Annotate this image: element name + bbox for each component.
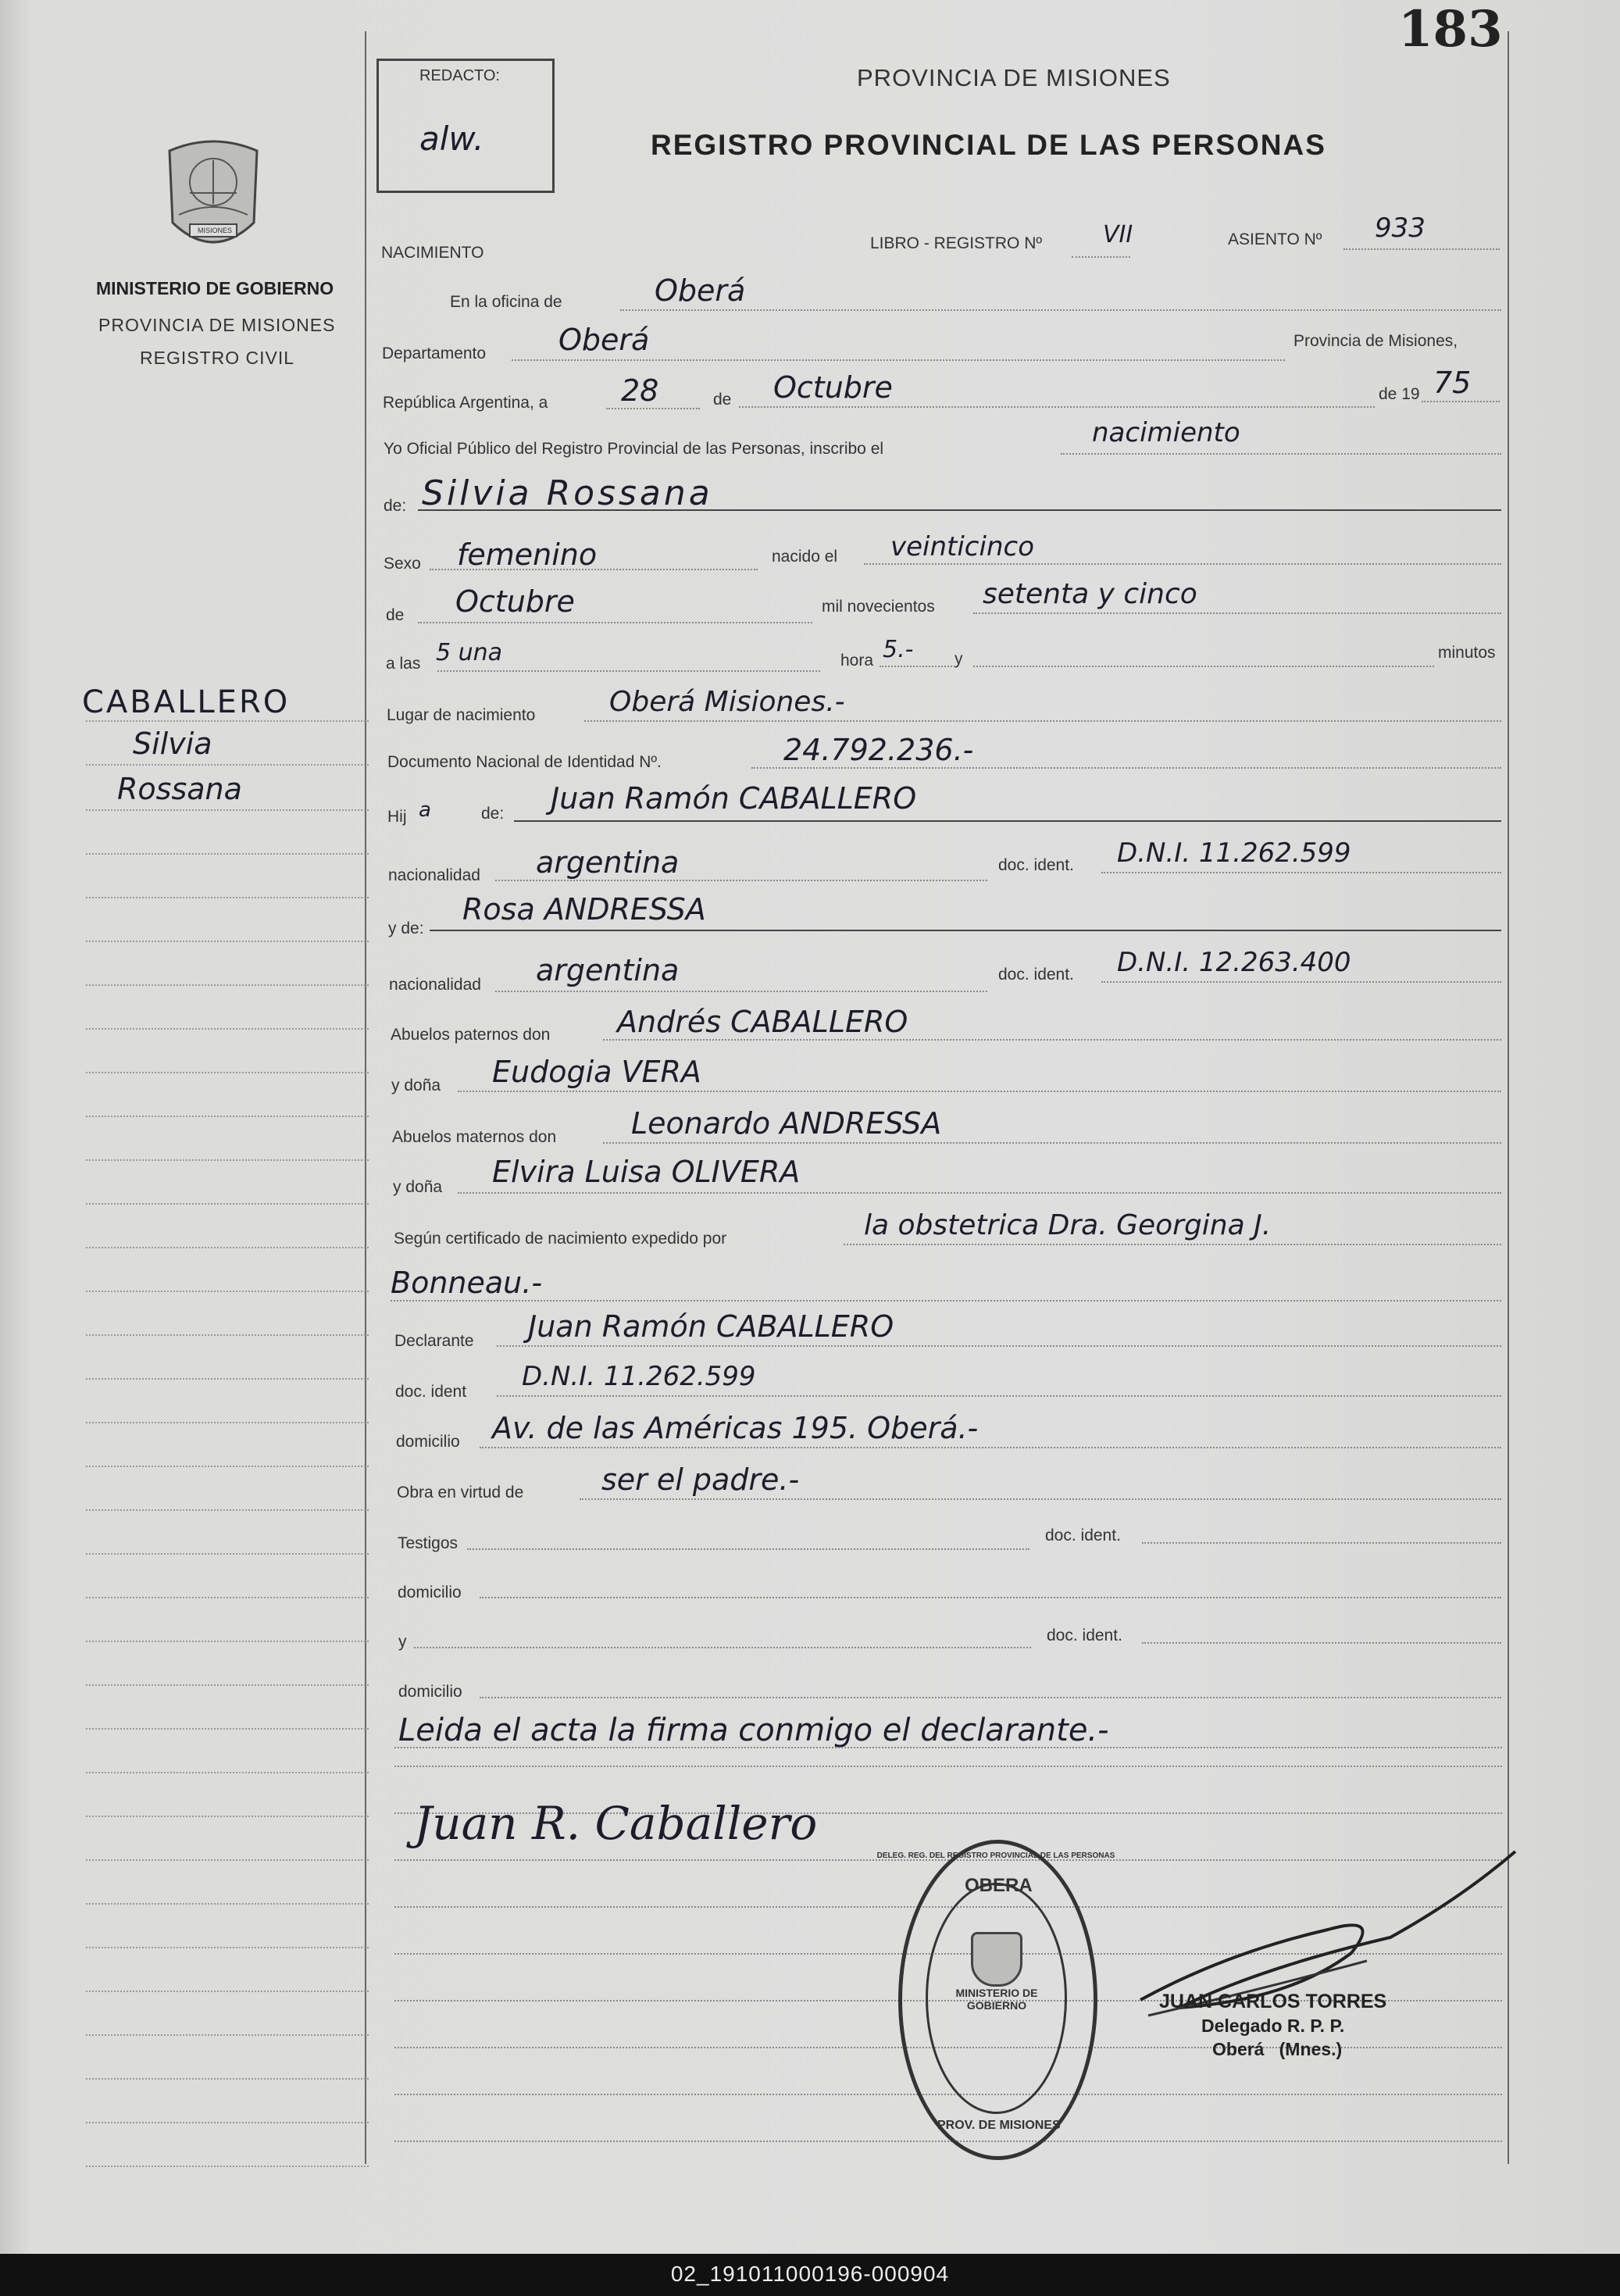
- hija-label: Hij: [387, 808, 407, 826]
- nacimiento-label: NACIMIENTO: [381, 244, 484, 262]
- ministry-line2: PROVINCIA DE MISIONES: [98, 315, 336, 335]
- abuelo-materno-value: Leonardo ANDRESSA: [631, 1106, 942, 1141]
- declarante-doc-label: doc. ident: [395, 1383, 467, 1401]
- declarant-signature: Juan R. Caballero: [414, 1797, 818, 1850]
- nombre-value: Silvia Rossana: [422, 473, 713, 513]
- oficial-value: nacimiento: [1092, 417, 1240, 448]
- declarante-label: Declarante: [394, 1332, 474, 1350]
- abuelos-paternos-label: Abuelos paternos don: [391, 1026, 551, 1044]
- doc-ident-madre-label: doc. ident.: [998, 966, 1074, 984]
- obra-value: ser el padre.-: [601, 1462, 800, 1497]
- y-label: y: [955, 650, 963, 668]
- anio-label: de 19: [1379, 385, 1420, 403]
- certificado-label: Según certificado de nacimiento expedido por: [394, 1230, 727, 1248]
- asiento-label: ASIENTO Nº: [1228, 230, 1322, 248]
- coat-of-arms-icon: [162, 137, 265, 254]
- abuelo-paterno-value: Andrés CABALLERO: [617, 1005, 908, 1039]
- domicilio-label: domicilio: [396, 1433, 460, 1451]
- departamento-value: Oberá: [558, 323, 650, 357]
- lugar-value: Oberá Misiones.-: [609, 686, 845, 718]
- declarante-value: Juan Ramón CABALLERO: [528, 1309, 894, 1344]
- mes-value: Octubre: [773, 370, 893, 405]
- margin-note-name1: Silvia: [133, 727, 212, 761]
- provincia-label: Provincia de Misiones,: [1294, 332, 1458, 350]
- dni-label: Documento Nacional de Identidad Nº.: [387, 753, 662, 771]
- padre-de-label: de:: [481, 805, 505, 823]
- certificado-value: la obstetrica Dra. Georgina J.: [864, 1209, 1272, 1241]
- minutos-label: minutos: [1438, 644, 1496, 662]
- redacto-label: REDACTO:: [419, 67, 500, 84]
- oficial-text: Yo Oficial Público del Registro Provincial de las Personas, inscribo el: [384, 440, 884, 458]
- dia-value: 28: [621, 373, 659, 408]
- official-place: Oberá (Mnes.): [1212, 2039, 1343, 2059]
- hora-label: hora: [840, 652, 874, 670]
- abuela-materna-value: Elvira Luisa OLIVERA: [492, 1155, 801, 1189]
- margin-note-name2: Rossana: [117, 772, 242, 806]
- nombre-de-label: de:: [384, 497, 407, 515]
- oficina-label: En la oficina de: [450, 293, 562, 311]
- abuelos-maternos-label: Abuelos maternos don: [392, 1128, 557, 1146]
- testigo2-doc-label: doc. ident.: [1047, 1626, 1122, 1644]
- asiento-value: 933: [1375, 212, 1426, 244]
- anio-value: 75: [1433, 366, 1472, 400]
- footer-bar: [0, 2254, 1620, 2296]
- madre-nacionalidad-value: argentina: [536, 953, 680, 987]
- alas-label: a las: [386, 655, 421, 673]
- seal-bottom-text: PROV. DE MISIONES: [937, 2119, 1061, 2132]
- abuela-materna-label: y doña: [393, 1178, 443, 1196]
- padre-value: Juan Ramón CABALLERO: [551, 781, 917, 816]
- seal-middle-text: MINISTERIO DE GOBIERNO: [955, 1987, 1038, 2012]
- certificado-value-cont: Bonneau.-: [391, 1266, 543, 1300]
- nacionalidad-madre-label: nacionalidad: [389, 976, 481, 994]
- redacto-value: alw.: [419, 120, 484, 158]
- coat-of-arms-caption: MISIONES: [198, 227, 233, 234]
- official-role: Delegado R. P. P.: [1201, 2016, 1345, 2036]
- abuela-paterna-value: Eudogia VERA: [492, 1055, 701, 1089]
- nacido-value: veinticinco: [890, 531, 1034, 562]
- libro-label: LIBRO - REGISTRO Nº: [870, 234, 1043, 252]
- header-province: PROVINCIA DE MISIONES: [857, 64, 1171, 91]
- testigos-doc-label: doc. ident.: [1045, 1527, 1121, 1544]
- padre-doc-value: D.N.I. 11.262.599: [1117, 837, 1351, 869]
- mil-value: setenta y cinco: [983, 578, 1197, 610]
- footer-code: 02_191011000196-000904: [670, 2262, 950, 2286]
- testigo2-y-label: y: [398, 1633, 407, 1651]
- padre-nacionalidad-value: argentina: [536, 845, 680, 880]
- testigos-label: Testigos: [398, 1534, 459, 1552]
- ministry-line1: MINISTERIO DE GOBIERNO: [96, 278, 334, 298]
- header-title: REGISTRO PROVINCIAL DE LAS PERSONAS: [651, 129, 1326, 161]
- republica-label: República Argentina, a: [383, 394, 548, 412]
- seal-coat-icon: [971, 1932, 1022, 1987]
- hora-value: 5.-: [883, 636, 914, 663]
- seal-top-text: OBERA: [965, 1875, 1033, 1896]
- official-name: JUAN CARLOS TORRES: [1159, 1991, 1387, 2012]
- oficina-value: Oberá: [655, 273, 746, 308]
- domicilio-value: Av. de las Américas 195. Oberá.-: [492, 1411, 979, 1445]
- official-seal: [876, 1840, 1115, 2160]
- hija-suffix: a: [419, 798, 431, 822]
- margin-divider-left: [365, 31, 366, 2164]
- de-mes-label: de: [386, 606, 405, 624]
- redacto-box: [376, 59, 555, 193]
- madre-de-label: y de:: [388, 919, 424, 937]
- closing-statement: Leida el acta la firma conmigo el declarante.-: [398, 1712, 1109, 1748]
- mil-label: mil novecientos: [822, 598, 935, 616]
- doc-ident-padre-label: doc. ident.: [998, 856, 1074, 874]
- de-label: de: [713, 391, 732, 409]
- seal-ring-text: DELEG. REG. DEL REGISTRO PROVINCIAL DE LAS PERSONAS: [876, 1851, 1115, 1860]
- sexo-value: femenino: [457, 537, 598, 572]
- sexo-label: Sexo: [384, 555, 421, 573]
- libro-value: VII: [1103, 221, 1133, 248]
- testigo2-domicilio-label: domicilio: [398, 1683, 462, 1701]
- testigos-domicilio-label: domicilio: [398, 1584, 462, 1601]
- obra-label: Obra en virtud de: [397, 1484, 524, 1502]
- nacionalidad-padre-label: nacionalidad: [388, 866, 480, 884]
- madre-value: Rosa ANDRESSA: [462, 892, 706, 927]
- declarante-doc-value: D.N.I. 11.262.599: [522, 1361, 756, 1392]
- margin-note-surname: CABALLERO: [82, 684, 291, 720]
- ministry-line3: REGISTRO CIVIL: [140, 348, 295, 368]
- departamento-label: Departamento: [382, 345, 487, 362]
- nacido-label: nacido el: [772, 548, 838, 566]
- dni-value: 24.792.236.-: [783, 733, 974, 767]
- page-number: 183: [1398, 0, 1503, 59]
- lugar-label: Lugar de nacimiento: [387, 706, 536, 724]
- mes2-value: Octubre: [455, 584, 575, 619]
- alas-value: 5 una: [436, 639, 503, 666]
- madre-doc-value: D.N.I. 12.263.400: [1117, 947, 1351, 978]
- abuela-paterna-label: y doña: [391, 1077, 441, 1094]
